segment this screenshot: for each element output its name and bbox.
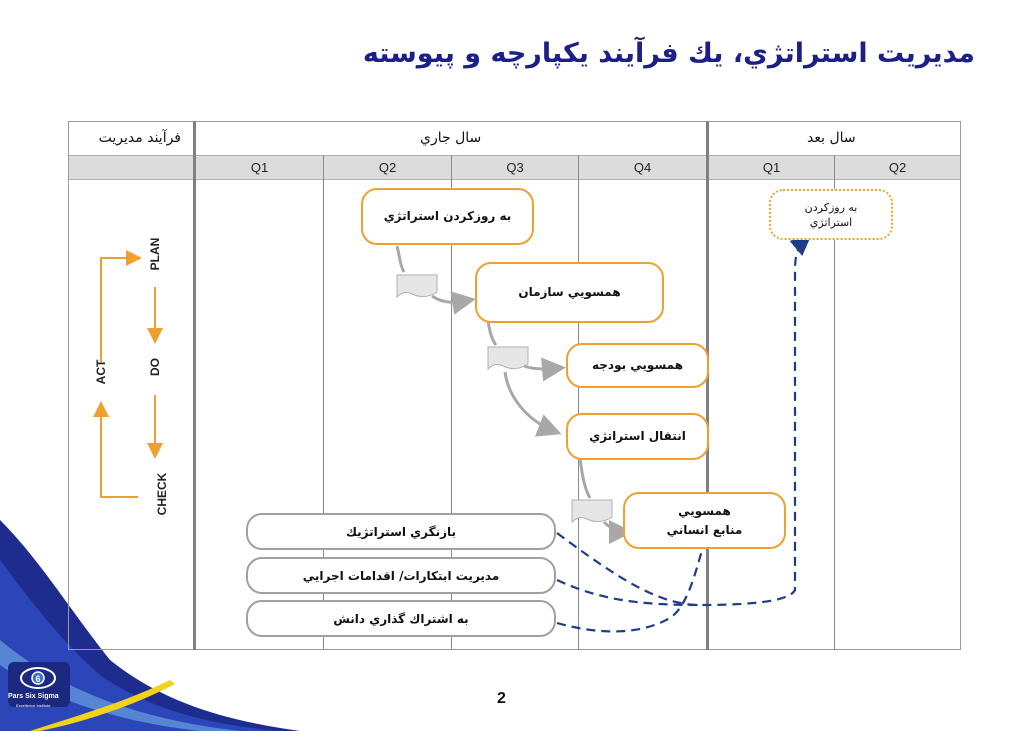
quarter-label: Q3 (506, 160, 524, 175)
step-next-update-strategy (769, 189, 893, 240)
logo-name: Pars Six Sigma (8, 693, 59, 700)
page-title: مديريت استراتژي، يك فرآيند يكپارچه و پيوسته (362, 38, 975, 69)
header-next-year: سال بعد (807, 130, 856, 146)
pdca-plan-label: PLAN (148, 237, 162, 271)
step-next-update-line1: به روزكردن (804, 200, 858, 214)
step-align-budget: همسويي بودجه (566, 343, 709, 388)
quarter-label: Q4 (633, 160, 652, 175)
pdca-do-label: DO (148, 358, 162, 376)
quarter-label: Q2 (378, 160, 397, 175)
support-knowledge-share: به اشتراك گذاري دانش (246, 600, 556, 637)
quarter-label: Q1 (762, 160, 781, 175)
step-align-organization: همسويي سازمان (475, 262, 664, 323)
step-update-strategy: به روزكردن استراتژي (361, 188, 534, 245)
header-current-year: سال جاري (420, 130, 482, 146)
page-number: 2 (497, 690, 506, 707)
step-next-update-line2: استراتژي (809, 215, 853, 229)
svg-text:6: 6 (35, 674, 41, 684)
quarter-label: Q2 (888, 160, 907, 175)
header-process: فرآيند مديريت (98, 130, 181, 146)
logo-tagline: Excellence Institute (16, 703, 51, 708)
support-initiatives: مديريت ابتكارات/ اقدامات اجرايي (246, 557, 556, 594)
pdca-check-label: CHECK (155, 472, 169, 516)
step-align-hr-line1: همسويي (678, 503, 731, 518)
pdca-cycle (101, 258, 155, 497)
quarter-label: Q1 (250, 160, 269, 175)
step-align-hr-line2: منابع انساني (666, 522, 743, 537)
step-transfer-strategy: انتقال استراتژي (566, 413, 709, 460)
step-align-hr (623, 492, 786, 549)
support-strategic-review: بازنگري استراتژيك (246, 513, 556, 550)
pdca-act-label: ACT (94, 359, 108, 385)
